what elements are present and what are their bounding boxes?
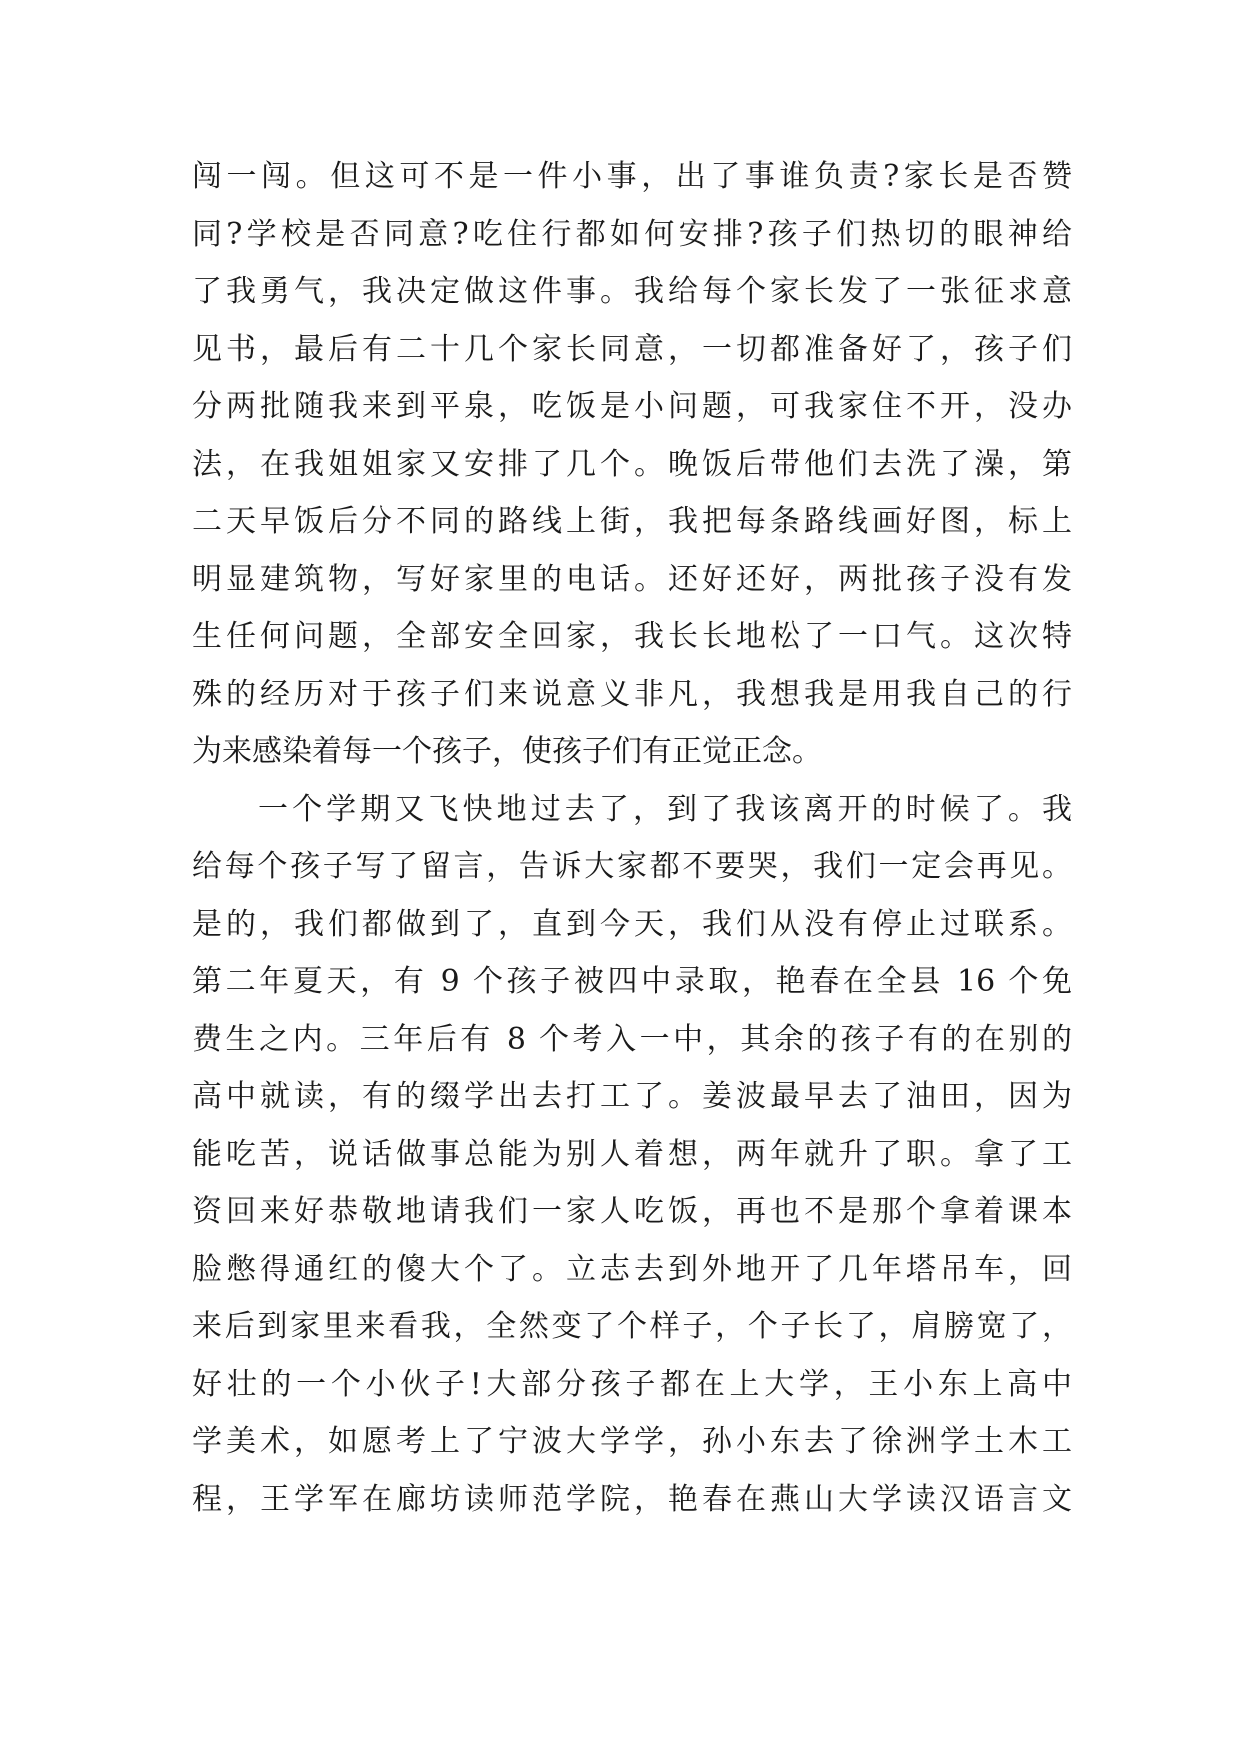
text-line: 见书，最后有二十几个家长同意，一切都准备好了，孩子们 xyxy=(192,331,1072,367)
text-line: 资回来好恭敬地请我们一家人吃饭，再也不是那个拿着课本 xyxy=(192,1194,1072,1229)
text-line: 来后到家里来看我，全然变了个样子，个子长了，肩膀宽了， xyxy=(192,1309,1072,1344)
text-line: 殊的经历对于孩子们来说意义非凡，我想我是用我自己的行 xyxy=(192,676,1072,712)
text-line: 程，王学军在廊坊读师范学院，艳春在燕山大学读汉语言文 xyxy=(192,1481,1072,1517)
text-line: 二天早饭后分不同的路线上街，我把每条路线画好图，标上 xyxy=(192,504,1072,539)
text-line: 了我勇气，我决定做这件事。我给每个家长发了一张征求意 xyxy=(192,274,1072,309)
text-line: 费生之内。三年后有 8 个考入一中，其余的孩子有的在别的 xyxy=(192,1021,1072,1057)
paragraph-end-line: 为来感染着每一个孩子，使孩子们有正觉正念。 xyxy=(192,734,822,769)
text-line: 闯一闯。但这可不是一件小事，出了事谁负责?家长是否赞 xyxy=(192,159,1072,194)
text-line: 是的，我们都做到了，直到今天，我们从没有停止过联系。 xyxy=(192,906,1072,942)
text-line: 法，在我姐姐家又安排了几个。晚饭后带他们去洗了澡，第 xyxy=(192,446,1072,482)
text-line: 好壮的一个小伙子!大部分孩子都在上大学，王小东上高中 xyxy=(192,1366,1072,1402)
body-text xyxy=(192,148,1072,1528)
paragraph-start-line: 一个学期又飞快地过去了，到了我该离开的时候了。我 xyxy=(258,791,1072,827)
text-line: 能吃苦，说话做事总能为别人着想，两年就升了职。拿了工 xyxy=(192,1136,1072,1172)
text-line: 学美术，如愿考上了宁波大学学，孙小东去了徐洲学土木工 xyxy=(192,1424,1072,1459)
text-line: 明显建筑物，写好家里的电话。还好还好，两批孩子没有发 xyxy=(192,561,1072,597)
text-line: 分两批随我来到平泉，吃饭是小问题，可我家住不开，没办 xyxy=(192,389,1072,424)
text-line: 生任何问题，全部安全回家，我长长地松了一口气。这次特 xyxy=(192,619,1072,654)
text-line: 高中就读，有的缀学出去打工了。姜波最早去了油田，因为 xyxy=(192,1079,1072,1114)
text-line: 同?学校是否同意?吃住行都如何安排?孩子们热切的眼神给 xyxy=(192,216,1072,252)
text-line: 给每个孩子写了留言，告诉大家都不要哭，我们一定会再见。 xyxy=(192,849,1072,884)
text-line: 第二年夏天，有 9 个孩子被四中录取，艳春在全县 16 个免 xyxy=(192,964,1072,999)
text-line: 脸憋得通红的傻大个了。立志去到外地开了几年塔吊车，回 xyxy=(192,1251,1072,1287)
